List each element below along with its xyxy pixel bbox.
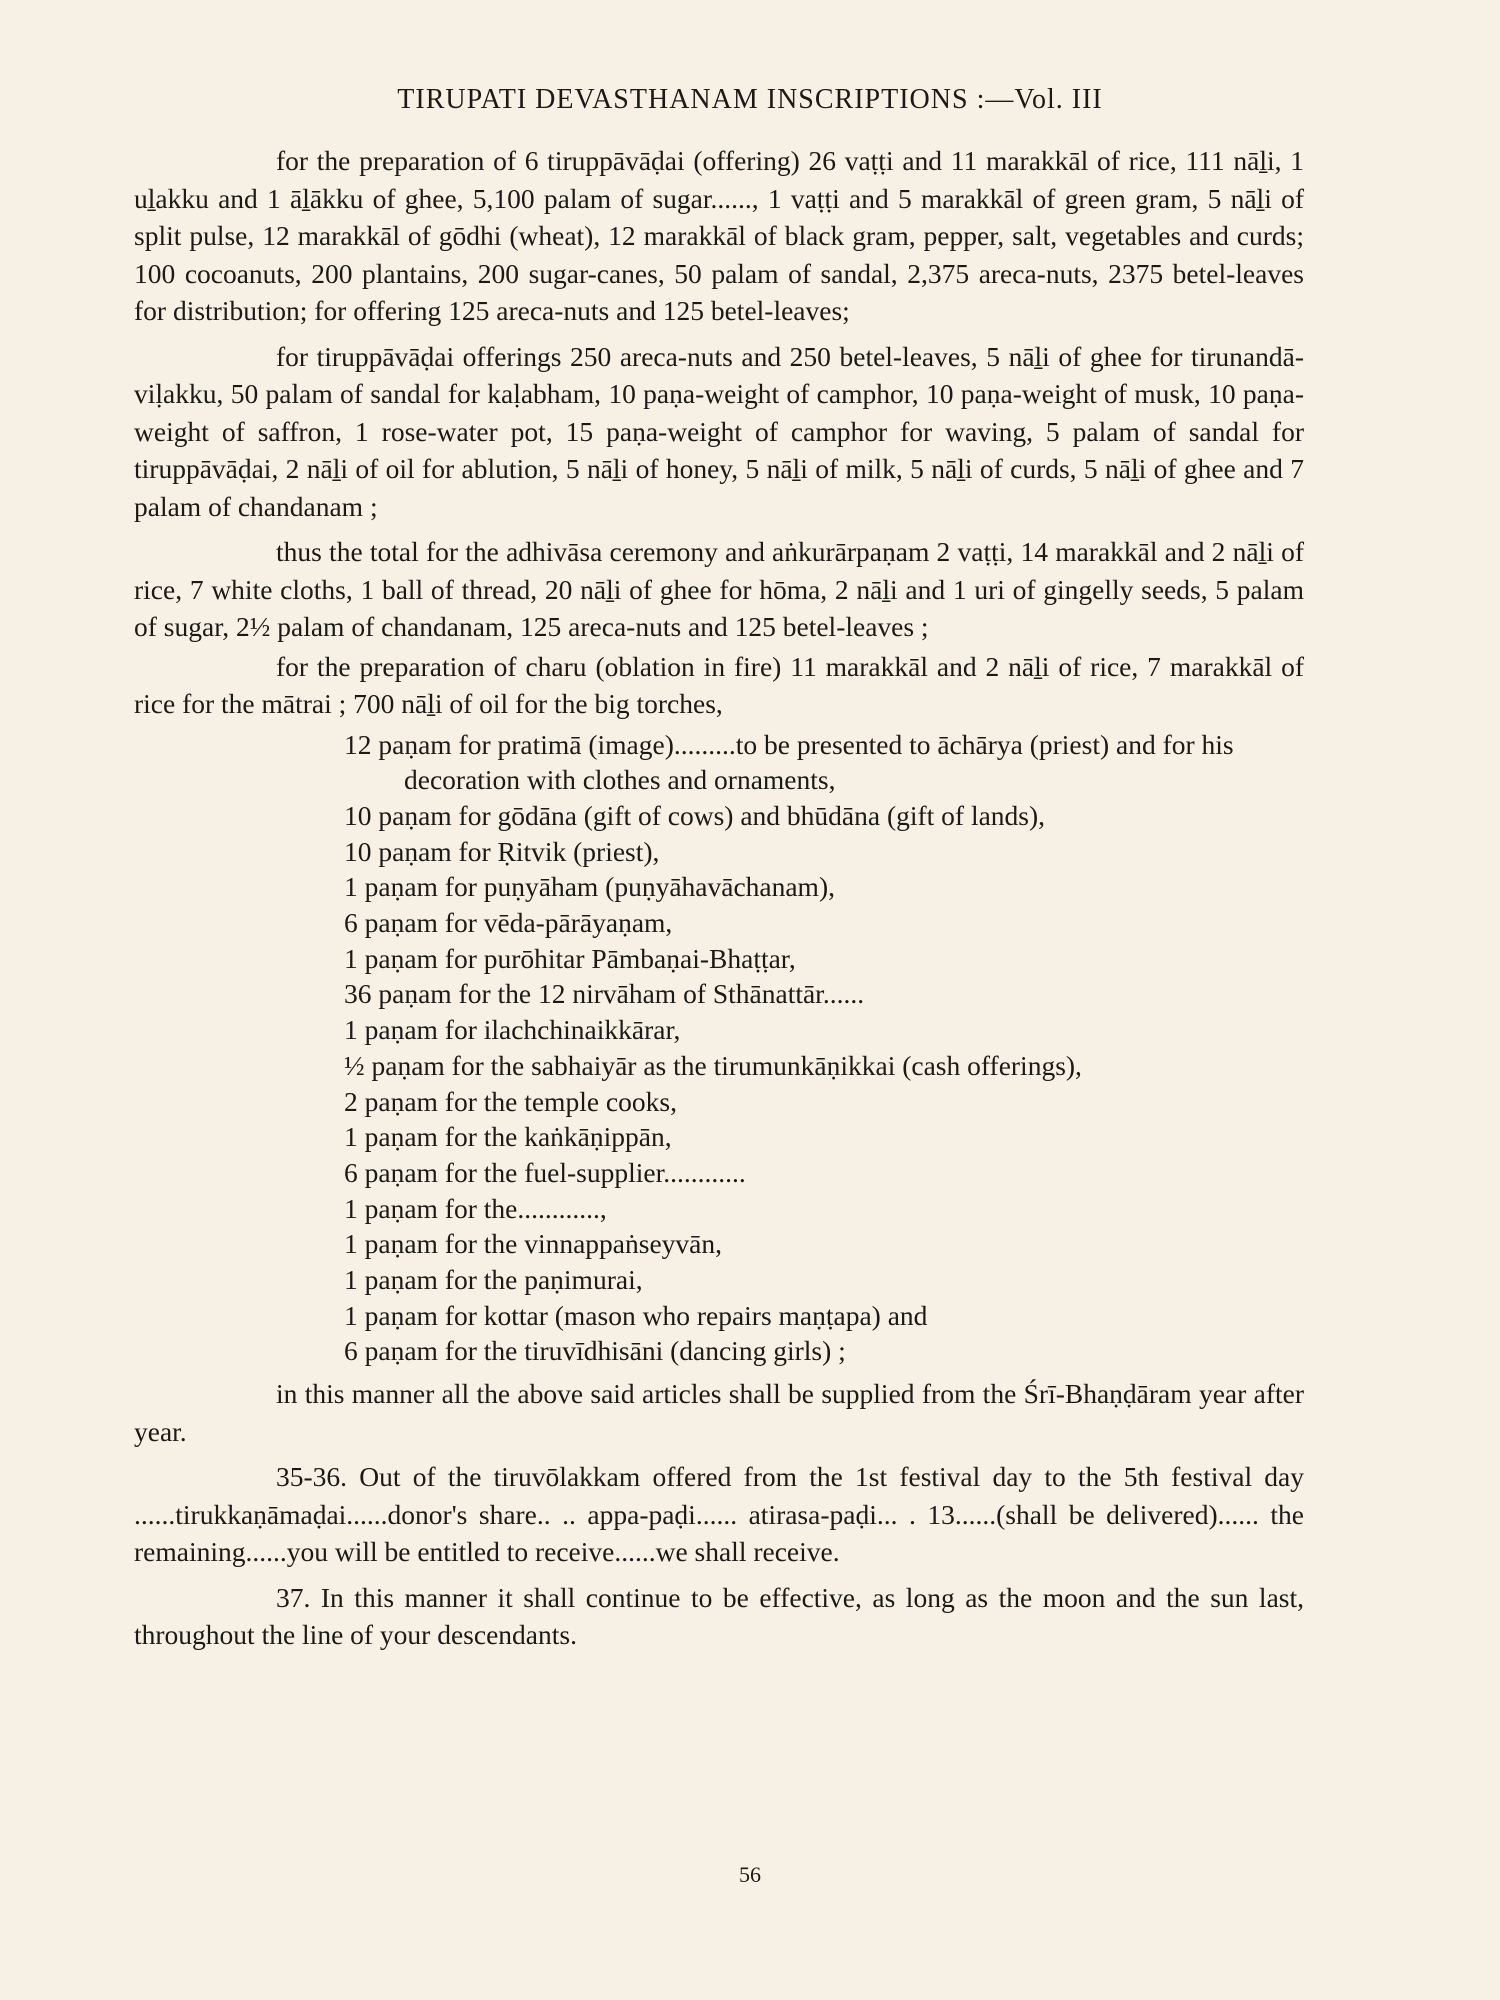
page-number: 56 <box>739 1862 761 1887</box>
list-item: 12 paṇam for pratimā (image).........to be presented to āchārya (priest) and for his decoration with clothes and ornaments, <box>344 728 1234 796</box>
paragraph-adhivasa-total: thus the total for the adhivāsa ceremony and aṅkurārpaṇam 2 vaṭṭi, 14 marakkāl and 2 nāḻi of rice, 7 white cloths, 1 ball of thread, 20 nāḻi of ghee for hōma, 2 nāḻi and 1 uri of gingelly seeds, 5 palam of sugar, 2½ palam of chandanam, 125 areca-nuts and 125 betel-leaves ; <box>134 536 1304 642</box>
list-item: 2 paṇam for the temple cooks, <box>344 1085 677 1117</box>
list-item: 1 paṇam for the vinnappaṅseyvān, <box>344 1228 723 1260</box>
list-item: 36 paṇam for the 12 nirvāham of Sthānattār...... <box>344 978 865 1010</box>
document-body <box>134 142 1304 1656</box>
paragraph-supply: in this manner all the above said articles shall be supplied from the Śrī-Bhaṇḍāram year after year. <box>134 1378 1304 1447</box>
payment-list <box>344 727 1304 1370</box>
list-item: 10 paṇam for Ṛitvik (priest), <box>344 835 660 867</box>
list-item: 6 paṇam for the fuel-supplier............ <box>344 1156 746 1188</box>
list-item: 1 paṇam for purōhitar Pāmbaṇai-Bhaṭṭar, <box>344 942 796 974</box>
running-header: TIRUPATI DEVASTHANAM INSCRIPTIONS :—Vol. III <box>397 84 1103 115</box>
paragraph-tiruppavadai: for tiruppāvāḍai offerings 250 areca-nuts and 250 betel-leaves, 5 nāḻi of ghee for tirunandā-viḷakku, 50 palam of sandal for kaḷabham, 10 paṇa-weight of camphor, 10 paṇa-weight of musk, 10 paṇa-weight of saffron, 1 rose-water pot, 15 paṇa-weight of camphor for waving, 5 palam of sandal for tiruppāvāḍai, 2 nāḻi of oil for ablution, 5 nāḻi of honey, 5 nāḻi of milk, 5 nāḻi of curds, 5 nāḻi of ghee and 7 palam of chandanam ; <box>134 340 1304 522</box>
list-item: 1 paṇam for puṇyāham (puṇyāhavāchanam), <box>344 871 835 903</box>
list-item: 1 paṇam for the kaṅkāṇippān, <box>344 1121 672 1153</box>
list-item: 1 paṇam for the............, <box>344 1192 607 1224</box>
list-item: 1 paṇam for ilachchinaikkārar, <box>344 1014 681 1046</box>
list-item: ½ paṇam for the sabhaiyār as the tirumunkāṇikkai (cash offerings), <box>344 1049 1082 1081</box>
paragraph-preparation: for the preparation of 6 tiruppāvāḍai (offering) 26 vaṭṭi and 11 marakkāl of rice, 111 nāḻi, 1 uḻakku and 1 āḻākku of ghee, 5,100 palam of sugar......, 1 vaṭṭi and 5 marakkāl of green gram, 5 nāḻi of split pulse, 12 marakkāl of gōdhi (wheat), 12 marakkāl of black gram, pepper, salt, vegetables and curds; 100 cocoanuts, 200 plantains, 200 sugar-canes, 50 palam of sandal, 2,375 areca-nuts, 2375 betel-leaves for distribution; for offering 125 areca-nuts and 125 betel-leaves; <box>134 145 1304 326</box>
list-item: 6 paṇam for the tiruvīdhisāni (dancing girls) ; <box>344 1335 846 1367</box>
paragraph-37: 37. In this manner it shall continue to be effective, as long as the moon and the sun last, throughout the line of your descendants. <box>134 1581 1304 1651</box>
list-item: 1 paṇam for the paṇimurai, <box>344 1264 643 1296</box>
list-item: 1 paṇam for kottar (mason who repairs maṇṭapa) and <box>344 1299 928 1331</box>
list-item: 6 paṇam for vēda-pārāyaṇam, <box>344 907 673 939</box>
paragraph-35-36: 35-36. Out of the tiruvōlakkam offered from the 1st festival day to the 5th festival day ......tirukkaṇāmaḍai......donor's share.. .. appa-paḍi...... atirasa-paḍi... . 13......(shall be delivered)...... the remaining......you will be entitled to receive......we shall receive. <box>134 1461 1304 1568</box>
paragraph-charu: for the preparation of charu (oblation in fire) 11 marakkāl and 2 nāḻi of rice, 7 marakkāl of rice for the mātrai ; 700 nāḻi of oil for the big torches, <box>134 650 1304 719</box>
list-item: 10 paṇam for gōdāna (gift of cows) and bhūdāna (gift of lands), <box>344 799 1046 831</box>
